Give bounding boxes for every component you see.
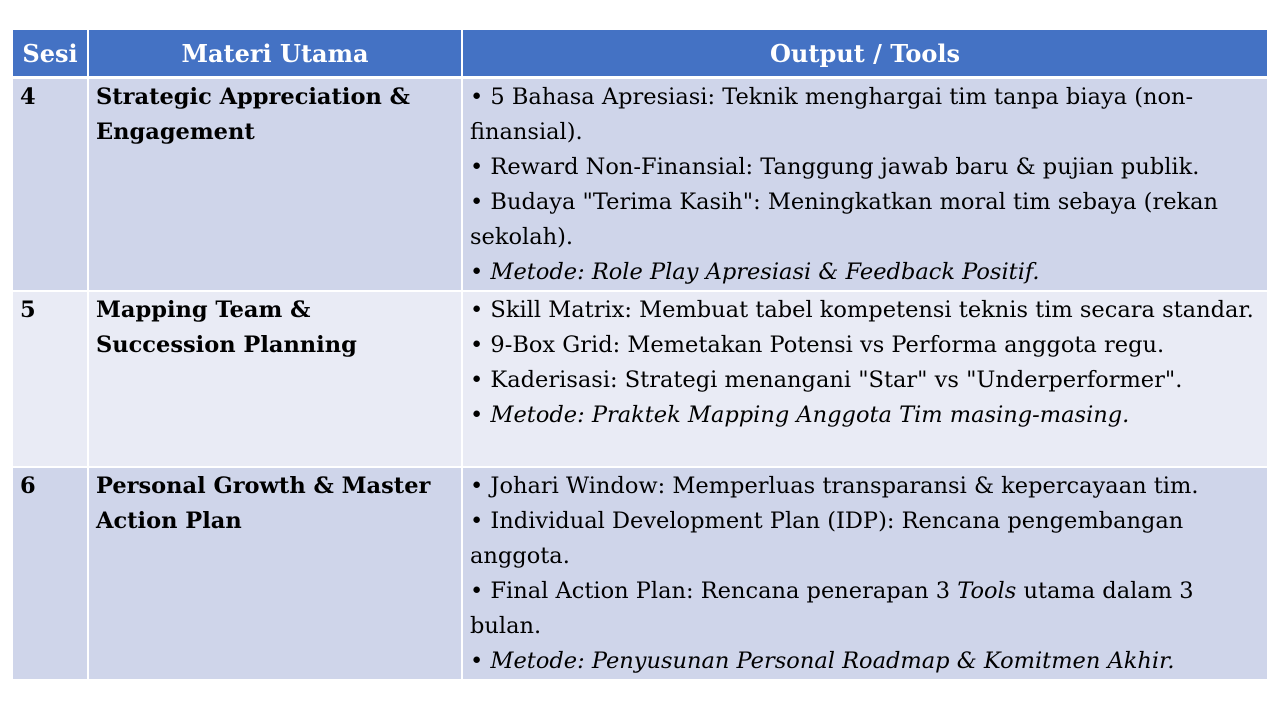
output-tools-cell <box>462 467 1267 680</box>
output-item: • 9-Box Grid: Memetakan Potensi vs Performa anggota regu. <box>470 332 1165 358</box>
tools-emphasis: Tools <box>957 578 1017 604</box>
output-tools-cell <box>462 291 1267 467</box>
materi-title: Strategic Appreciation & Engagement <box>88 78 462 292</box>
output-item <box>470 574 1261 644</box>
sesi-number: 4 <box>13 78 88 292</box>
header-row <box>13 30 1267 78</box>
output-item: • Kaderisasi: Strategi menangani "Star" vs "Underperformer". <box>470 367 1183 393</box>
metode-item: • Metode: Penyusunan Personal Roadmap & Komitmen Akhir. <box>470 648 1175 674</box>
output-item: • Reward Non-Finansial: Tanggung jawab baru & pujian publik. <box>470 154 1200 180</box>
output-item-text: • Final Action Plan: Rencana penerapan 3 <box>470 578 958 604</box>
output-item: • 5 Bahasa Apresiasi: Teknik menghargai tim tanpa biaya (non-finansial). <box>470 84 1194 145</box>
session-table <box>13 30 1267 681</box>
table-row <box>13 291 1267 467</box>
table-row <box>13 467 1267 680</box>
metode-item: • Metode: Role Play Apresiasi & Feedback Positif. <box>470 259 1040 285</box>
materi-title: Personal Growth & Master Action Plan <box>88 467 462 680</box>
sesi-number: 6 <box>13 467 88 680</box>
sesi-number: 5 <box>13 291 88 467</box>
output-item: • Budaya "Terima Kasih": Meningkatkan moral tim sebaya (rekan sekolah). <box>470 189 1219 250</box>
table-row <box>13 78 1267 292</box>
output-item: • Individual Development Plan (IDP): Rencana pengembangan anggota. <box>470 508 1184 569</box>
materi-title: Mapping Team & Succession Planning <box>88 291 462 467</box>
header-output-tools: Output / Tools <box>462 30 1267 78</box>
metode-item: • Metode: Praktek Mapping Anggota Tim masing-masing. <box>470 402 1130 428</box>
output-item-text: utama dalam 3 bulan. <box>470 578 1194 639</box>
header-materi-utama: Materi Utama <box>88 30 462 78</box>
output-item: • Johari Window: Memperluas transparansi & kepercayaan tim. <box>470 473 1199 499</box>
header-sesi: Sesi <box>13 30 88 78</box>
output-item: • Skill Matrix: Membuat tabel kompetensi teknis tim secara standar. <box>470 297 1254 323</box>
output-tools-cell <box>462 78 1267 292</box>
